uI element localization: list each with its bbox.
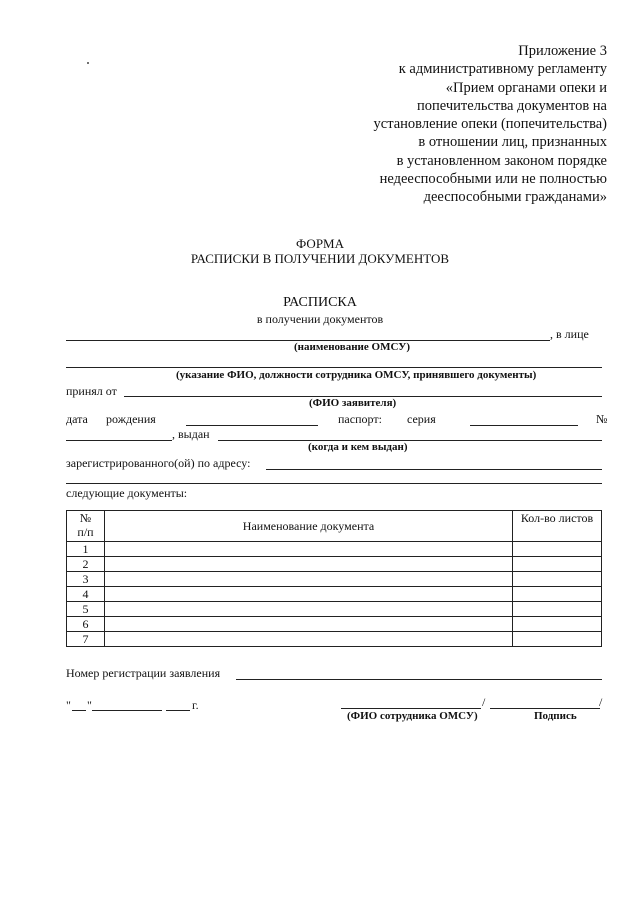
applicant-caption: (ФИО заявителя) xyxy=(309,397,397,409)
row-number: 1 xyxy=(67,542,105,557)
table-row xyxy=(67,557,602,572)
header-number xyxy=(67,511,105,542)
document-name-cell[interactable] xyxy=(105,617,513,632)
issued-by-field[interactable] xyxy=(218,440,602,441)
scan-speck xyxy=(87,62,89,64)
sheet-count-cell[interactable] xyxy=(513,572,602,587)
sheet-count-cell[interactable] xyxy=(513,587,602,602)
appendix-line: Приложение 3 xyxy=(518,43,607,59)
table-row xyxy=(67,632,602,647)
registration-number-label: Номер регистрации заявления xyxy=(66,666,221,680)
document-name-cell[interactable] xyxy=(105,632,513,647)
sheet-count-cell[interactable] xyxy=(513,617,602,632)
sheet-count-cell[interactable] xyxy=(513,602,602,617)
header-document-name-text: Наименование документа xyxy=(242,519,375,533)
table-row xyxy=(67,602,602,617)
slash-separator: / xyxy=(599,695,603,709)
number-label: № xyxy=(596,412,608,426)
receipt-title: РАСПИСКА xyxy=(283,295,357,310)
header-document-name xyxy=(105,511,513,542)
table-row xyxy=(67,572,602,587)
birth-date-label-1: дата xyxy=(66,412,88,426)
header-sheet-count xyxy=(513,511,602,542)
appendix-line: недееспособными или не полностью xyxy=(379,171,607,188)
issued-label: , выдан xyxy=(172,427,210,441)
following-docs-label: следующие документы: xyxy=(66,486,188,500)
employee-field[interactable] xyxy=(66,367,602,368)
birth-date-field[interactable] xyxy=(186,425,318,426)
appendix-line: в отношении лиц, признанных xyxy=(418,134,607,151)
row-number: 6 xyxy=(67,617,105,632)
document-name-cell[interactable] xyxy=(105,557,513,572)
document-name-cell[interactable] xyxy=(105,602,513,617)
appendix-line: установление опеки (попечительства) xyxy=(373,116,607,133)
documents-table xyxy=(66,510,602,647)
receipt-subtitle: в получении документов xyxy=(256,312,384,326)
date-quote-close: " xyxy=(87,698,92,712)
table-row xyxy=(67,617,602,632)
document-name-cell[interactable] xyxy=(105,587,513,602)
form-title-line2: РАСПИСКИ В ПОЛУЧЕНИИ ДОКУМЕНТОВ xyxy=(190,251,450,266)
date-month-field[interactable] xyxy=(92,710,162,711)
header-number-line2: п/п xyxy=(77,525,94,539)
table-row xyxy=(67,542,602,557)
employee-name-field[interactable] xyxy=(341,708,481,709)
appendix-line: попечительства документов на xyxy=(417,97,607,114)
date-day-field[interactable] xyxy=(72,710,86,711)
form-title-line1: ФОРМА xyxy=(296,236,344,251)
row-number: 2 xyxy=(67,557,105,572)
document-name-cell[interactable] xyxy=(105,542,513,557)
header-number-line1: № xyxy=(79,511,92,525)
issued-caption: (когда и кем выдан) xyxy=(308,441,408,453)
registered-address-label: зарегистрированного(ой) по адресу: xyxy=(66,456,251,470)
employee-caption: (указание ФИО, должности сотрудника ОМСУ, принявшего документы) xyxy=(176,369,537,381)
slash-separator: / xyxy=(482,695,486,709)
appendix-line: в установленном законом порядке xyxy=(396,152,607,169)
row-number: 5 xyxy=(67,602,105,617)
date-quote-open: " xyxy=(66,698,71,712)
passport-series-field[interactable] xyxy=(470,425,578,426)
sheet-count-cell[interactable] xyxy=(513,557,602,572)
appendix-header xyxy=(374,42,607,207)
row-number: 7 xyxy=(67,632,105,647)
document-name-cell[interactable] xyxy=(105,572,513,587)
table-header-row xyxy=(67,511,602,542)
registration-number-field[interactable] xyxy=(236,679,602,680)
header-sheet-count-text: Кол-во листов xyxy=(520,511,594,525)
in-person-label: , в лице xyxy=(550,327,589,341)
passport-number-field[interactable] xyxy=(66,440,172,441)
signature-field[interactable] xyxy=(490,708,600,709)
address-field-continued[interactable] xyxy=(66,483,602,484)
table-row xyxy=(67,587,602,602)
birth-date-label-2: рождения xyxy=(106,412,156,426)
omsu-caption: (наименование ОМСУ) xyxy=(294,341,410,353)
row-number: 4 xyxy=(67,587,105,602)
year-suffix: г. xyxy=(192,698,199,712)
appendix-line: «Прием органами опеки и xyxy=(445,79,607,96)
sheet-count-cell[interactable] xyxy=(513,542,602,557)
accepted-from-label: принял от xyxy=(66,384,117,398)
appendix-line: дееспособными гражданами» xyxy=(423,189,607,206)
signature-caption: Подпись xyxy=(534,710,577,722)
series-label: серия xyxy=(407,412,436,426)
passport-label: паспорт: xyxy=(338,412,382,426)
sheet-count-cell[interactable] xyxy=(513,632,602,647)
address-field[interactable] xyxy=(266,469,602,470)
date-year-field[interactable] xyxy=(166,710,190,711)
row-number: 3 xyxy=(67,572,105,587)
employee-name-caption: (ФИО сотрудника ОМСУ) xyxy=(347,710,478,722)
appendix-line: к административному регламенту xyxy=(398,61,607,78)
